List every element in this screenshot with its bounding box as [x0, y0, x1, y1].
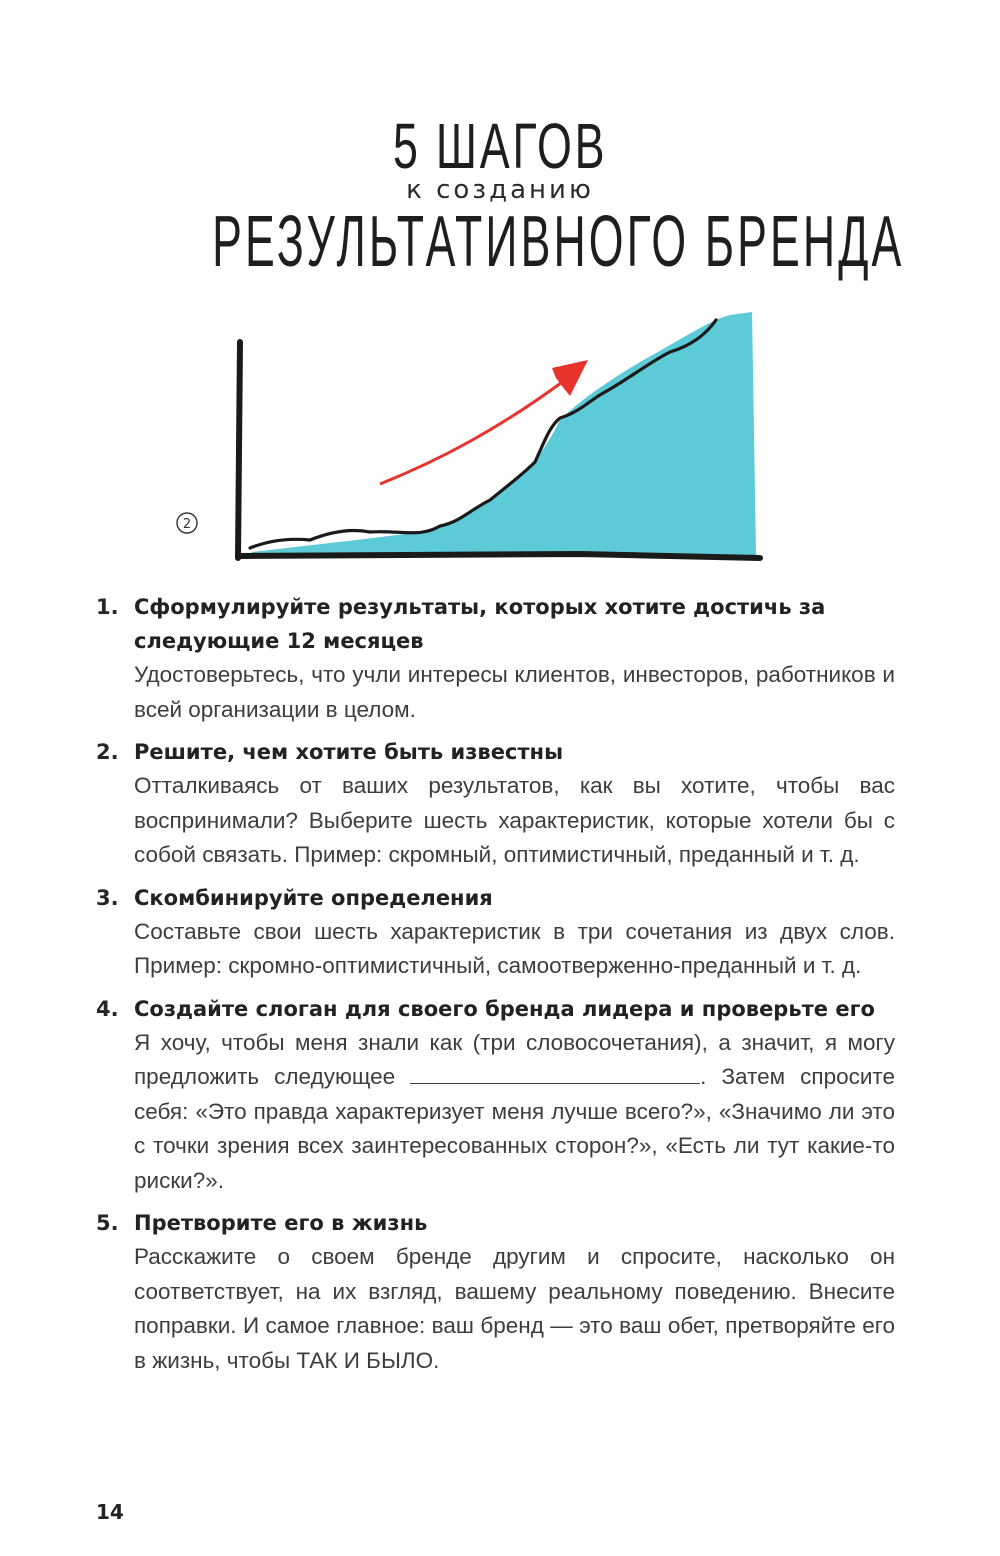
step-title: Решите, чем хотите быть известны: [134, 740, 564, 764]
step-item: [90, 590, 895, 727]
step-body-after-blank: . Затем спросите себя: «Это правда характеризует меня лучше всего?», «Значимо ли это с точки зрения всех заинтересованных сторон?», «Есть ли тут какие-то риски?».: [134, 1064, 895, 1193]
step-title: Создайте слоган для своего бренда лидера и проверьте его: [134, 996, 875, 1021]
step-body: [134, 1026, 895, 1199]
step-title: Претворите его в жизнь: [134, 1211, 428, 1235]
step-title: Сформулируйте результаты, которых хотите достичь за следующие 12 месяцев: [134, 595, 826, 653]
page-title: [0, 110, 1000, 282]
fill-in-blank-line: [410, 1065, 700, 1084]
step-title: Скомбинируйте определения: [134, 885, 493, 910]
page-number: 14: [96, 1500, 124, 1524]
step-item: [90, 881, 895, 984]
step-number: 4.: [96, 996, 119, 1021]
step-number: 2.: [96, 740, 119, 764]
step-item: [90, 1206, 895, 1378]
steps-list: [90, 590, 895, 1386]
step-body: Составьте свои шесть характеристик в три сочетания из двух слов. Пример: скромно-оптимистичный, самоотверженно-преданный и т. д.: [134, 918, 895, 978]
title-line-steps: 5 ШАГОВ: [392, 110, 608, 182]
growth-illustration: [160, 300, 780, 580]
y-axis-line: [238, 342, 240, 558]
step-number: 1.: [96, 595, 119, 619]
step-item: [90, 735, 895, 873]
x-axis-line: [238, 554, 760, 558]
title-line-subtitle: к созданию: [406, 175, 594, 205]
step-body: Удостоверьтесь, что учли интересы клиентов, инвесторов, работников и всей организации в целом.: [134, 662, 895, 722]
chart-label: 2: [182, 517, 192, 532]
step-number: 3.: [96, 885, 119, 910]
step-body-before-blank: Я хочу, чтобы меня знали как (три словосочетания), а значит, я могу предложить следующее: [134, 1029, 895, 1089]
step-body: Расскажите о своем бренде другим и спросите, насколько он соответствует, на их взгляд, вашему реальному поведению. Внесите поправки. И самое главное: ваш бренд — это ваш обет, претворяйте его в жизнь, чтобы ТАК И БЫЛО.: [134, 1244, 895, 1373]
step-item: [90, 992, 895, 1199]
red-arrow-head: [552, 360, 588, 396]
title-line-brand: РЕЗУЛЬТАТИВНОГО БРЕНДА: [212, 202, 905, 282]
step-number: 5.: [96, 1211, 119, 1235]
step-body: Отталкиваясь от ваших результатов, как вы хотите, чтобы вас воспринимали? Выберите шесть характеристик, которые хотели бы с собой связать. Пример: скромный, оптимистичный, преданный и т. д.: [134, 773, 895, 867]
